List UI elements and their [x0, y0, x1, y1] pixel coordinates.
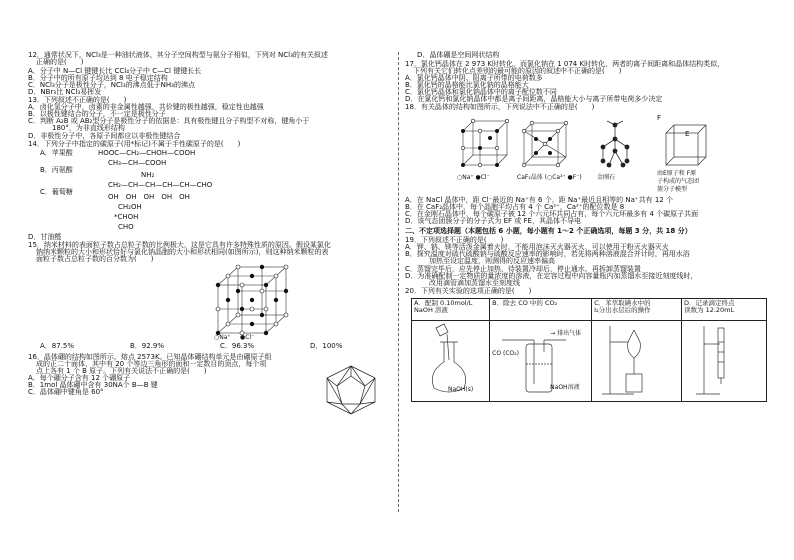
- caption-nacl: ○Na⁺ ●Cl⁻: [457, 174, 490, 181]
- question-16-option-b: B．1mol 晶体硼中含有 30NA个 B—B 键: [28, 381, 158, 389]
- question-14-formula-a: HOOC—CH₂—CHOH—COOH: [98, 149, 196, 157]
- question-13-option-b: B．以极性键结合的分子，不一定是极性分子: [28, 110, 166, 118]
- question-19-stem: 19．下列叙述不正确的是( ): [405, 236, 504, 244]
- question-14-formula-d-2: *CHOH: [114, 213, 139, 221]
- question-17: [405, 61, 773, 103]
- question-14-stem: 14．下列分子中指定的碳原子(用*标记)不属于手性碳原子的是( ): [28, 140, 241, 148]
- question-13-option-c: C．判断 A₂B 或 AB₂型分子是极性分子的依据是：具有极性键且分子构型不对称，键角小于: [28, 117, 310, 125]
- exp-b-co-label: CO (CO₂): [492, 350, 519, 357]
- question-18-stem: 18．有关晶体的结构如图所示，下列说法中不正确的是( ): [405, 103, 595, 111]
- question-16-option-d: D．晶体硼是空间网状结构: [417, 51, 500, 59]
- exp-d-label-1: D．记录滴定终点: [684, 299, 735, 307]
- nacl-nanoparticle-figure: [208, 263, 308, 341]
- exp-b-out-label: → 排出气体: [550, 330, 582, 337]
- question-20: [405, 287, 773, 393]
- caf2-crystal-figure: [520, 117, 570, 173]
- question-14: [28, 141, 396, 241]
- exp-cell-c-header: [592, 299, 682, 321]
- question-19-option-c: C．蒸馏完毕后，应先停止加热，待装置冷却后，停止通水，再拆卸蒸馏装置: [405, 265, 641, 273]
- question-14-formula-b: CH₃—CH—COOH: [108, 159, 167, 167]
- question-19-option-a: A．钾、钠、镁等活泼金属着火时，不能用泡沫灭火器灭火，可以使用干粉灭火器灭火: [405, 243, 669, 251]
- question-12-option-c: C．NCl₃分子是极性分子，NCl₃的沸点低于NH₃的沸点: [28, 81, 195, 89]
- question-15: [28, 242, 396, 353]
- question-14-formula-d-1: CH₂OH: [118, 203, 142, 211]
- question-13-option-c-cont: 180°，为非直线形结构: [52, 124, 125, 132]
- exp-a-label-2: NaOH 溶液: [414, 305, 448, 314]
- exp-c-label-1: C．苯萃取碘水中的: [594, 299, 651, 307]
- question-15-stem-cont2: 面粒子数占总粒子数的百分数为( ): [36, 255, 154, 263]
- legend-na: ○Na⁺: [214, 334, 231, 341]
- legend-cl: ●Cl⁻: [240, 334, 255, 341]
- question-15-stem: 15．纳米材料的表面粒子数占总粒子数的比例极大，这是它具有许多特殊性质的原因。假设某氯化: [28, 241, 331, 249]
- exp-cell-a-figure: [412, 321, 490, 402]
- separatory-funnel-figure: [594, 322, 678, 398]
- question-17-stem: 17．氯化钙晶体在 2 973 K时转化，而氯化钠在 1 074 K时转化，两者的离子间距离和晶体结构类似，: [405, 60, 725, 68]
- exp-cell-d-header: [682, 299, 767, 321]
- exp-b-label: B．除去 CO 中的 CO₂: [492, 299, 558, 307]
- caption-cluster-2: 子构成的气态团: [657, 178, 700, 185]
- question-19-option-b-cont: 加热至设定温度，则测得的反应速率偏高: [429, 257, 555, 265]
- question-12: [28, 52, 396, 96]
- question-16-stem-cont: 成的正二十面体，其中有 20 个等边三角形的面和一定数目的顶点，每个项: [36, 360, 267, 368]
- question-15-stem-cont: 钠纳米颗粒的大小和形状恰好与氯化钠晶胞的大小和形状相同(如图所示)，则这种纳米颗粒的表: [36, 248, 329, 256]
- question-19: [405, 237, 773, 287]
- nacl-crystal-figure: [459, 117, 511, 173]
- icosahedron-figure: [323, 364, 379, 416]
- caption-cluster-1: 由E原子和 F原: [657, 170, 697, 177]
- question-17-stem-cont: 下列有关它们转化点差别的最可能的原因的叙述中不正确的是( ): [413, 67, 622, 75]
- question-13-option-a: A．卤化氢分子中，卤素的非金属性越强，共价键的极性越强，稳定性也越强: [28, 103, 264, 111]
- question-14-option-c: C．葡萄糖: [40, 188, 73, 196]
- exp-b-naoh-label: NaOH溶液: [550, 384, 580, 391]
- question-18-option-a: A．在 NaCl 晶体中，距 Cl⁻最近的 Na⁺有 6 个，距 Na⁺最近且相等的 Na⁺共有 12 个: [405, 196, 673, 204]
- question-14-formula-c-sub: OH OH OH OH OH: [108, 193, 190, 201]
- question-13-stem: 13．下列叙述不正确的是( ): [28, 96, 127, 104]
- question-16: [28, 354, 396, 396]
- question-14-option-b: B．丙氨酸: [40, 166, 73, 174]
- question-20-stem: 20．下列有关实验的选项正确的是( ): [405, 287, 532, 295]
- experiment-table: [411, 298, 767, 402]
- burette-figure: [684, 322, 764, 398]
- question-14-formula-c: CH₂—CH—CH—CH—CH—CHO: [108, 181, 213, 189]
- question-19-option-d: D．为准确配制一定物质的量浓度的溶液，在定容过程中向容量瓶内加蒸馏水至接近刻度线时，: [405, 272, 698, 280]
- question-17-option-d: D．在氯化钙和氯化钠晶体中都是离子间距离，晶格能大小与离子所带电荷多少决定: [405, 95, 663, 103]
- left-column: [28, 52, 396, 396]
- question-12-stem-cont: 正确的是( ): [36, 58, 84, 66]
- question-12-option-b: B．分子中的所有原子均达到 8 电子稳定结构: [28, 74, 168, 82]
- question-14-formula-b-sub: NH₂: [141, 171, 155, 179]
- section-2-heading: 二、不定项选择题（本题包括 6 小题，每小题有 1～2 个正确选项，每题 3 分，共 18 分）: [405, 227, 692, 235]
- label-e: E: [685, 130, 690, 138]
- question-14-option-a: A．苹果酸: [40, 149, 73, 157]
- question-16-stem-cont2: 点上各有 1 个 B 原子。下列有关说法不正确的是( ): [36, 367, 207, 375]
- question-13-option-d: D．非极性分子中，各原子间都应以非极性键结合: [28, 132, 181, 140]
- question-12-stem: 12．通常状况下，NCl₃是一种油状液体，其分子空间构型与氨分子相似，下列对 NCl₃的有关叙述: [28, 51, 328, 59]
- exp-cell-d-figure: [682, 321, 767, 402]
- question-15-option-d: D．100%: [310, 342, 343, 350]
- question-14-formula-d-3: CHO: [118, 223, 134, 231]
- question-18-option-c: C．在金刚石晶体中，每个碳原子被 12 个六元环共同占有，每个六元环最多有 4 个碳原子共面: [405, 210, 699, 218]
- question-16-option-a: A．每个硼分子含有 12 个硼原子: [28, 374, 131, 382]
- question-16-option-c: C．晶体硼中键角是 60°: [28, 388, 104, 396]
- column-divider: [398, 52, 399, 512]
- exp-cell-b-figure: [490, 321, 592, 402]
- caption-cluster-3: 簇分子模型: [657, 186, 688, 193]
- exp-d-label-2: 读数为 12.20mL: [684, 305, 735, 314]
- exp-a-naoh-label: NaOH(s): [448, 386, 474, 393]
- question-19-option-d-cont: 改用滴管滴加蒸馏水至刻度线: [429, 279, 520, 287]
- exp-cell-c-figure: [592, 321, 682, 402]
- label-f: F: [657, 114, 662, 122]
- question-15-option-c: C．96.3%: [220, 342, 255, 350]
- question-12-option-d: D．NBr₃比 NCl₃易挥发: [28, 88, 102, 96]
- question-15-option-a: A．87.5%: [40, 342, 75, 350]
- ef-cluster-figure: [663, 121, 709, 169]
- question-12-option-a: A．分子中 N—Cl 键键长比 CCl₄分子中 C—Cl 键键长长: [28, 67, 202, 75]
- right-column: [405, 51, 773, 393]
- caption-diamond: 金刚石: [597, 174, 616, 181]
- question-17-option-b: B．氯化钙的晶格能比氯化钠的晶格能大: [405, 81, 529, 89]
- question-18-option-d: D．该气态团簇分子的分子式为 EF 或 FE，其晶体不导电: [405, 217, 581, 225]
- question-13: [28, 97, 396, 140]
- caption-caf2: CaF₂晶体 (○Ca²⁺ ●F⁻): [517, 174, 582, 181]
- question-15-option-b: B．92.9%: [130, 342, 165, 350]
- question-16-stem: 16．晶体硼的结构如图所示，熔点 2573K。已知晶体硼结构单元是由硼原子组: [28, 353, 272, 361]
- exp-a-label-1: A．配制 0.10mol/L: [414, 299, 473, 307]
- exp-c-label-2: I₂分出水层后的操作: [594, 305, 651, 314]
- question-18-option-b: B．在 CaF₂晶体中，每个晶胞平均占有 4 个 Ca²⁺，Ca²⁺的配位数是 8: [405, 203, 625, 211]
- question-14-option-d: D．甘油醛: [28, 233, 62, 241]
- question-18: [405, 104, 773, 225]
- exp-cell-b-header: [490, 299, 592, 321]
- diamond-figure: [595, 119, 635, 171]
- exp-cell-a-header: [412, 299, 490, 321]
- question-17-option-a: A．氯化钙晶体中阴、阳离子所带的电荷数多: [405, 74, 543, 82]
- question-17-option-c: C．氯化钙晶体和氯化钠晶体中的离子配位数不同: [405, 88, 557, 96]
- question-19-option-b: B．探究温度对硫代硫酸钠与硫酸反应速率的影响时，若先将两种溶液混合并计时，再用水浴: [405, 250, 690, 258]
